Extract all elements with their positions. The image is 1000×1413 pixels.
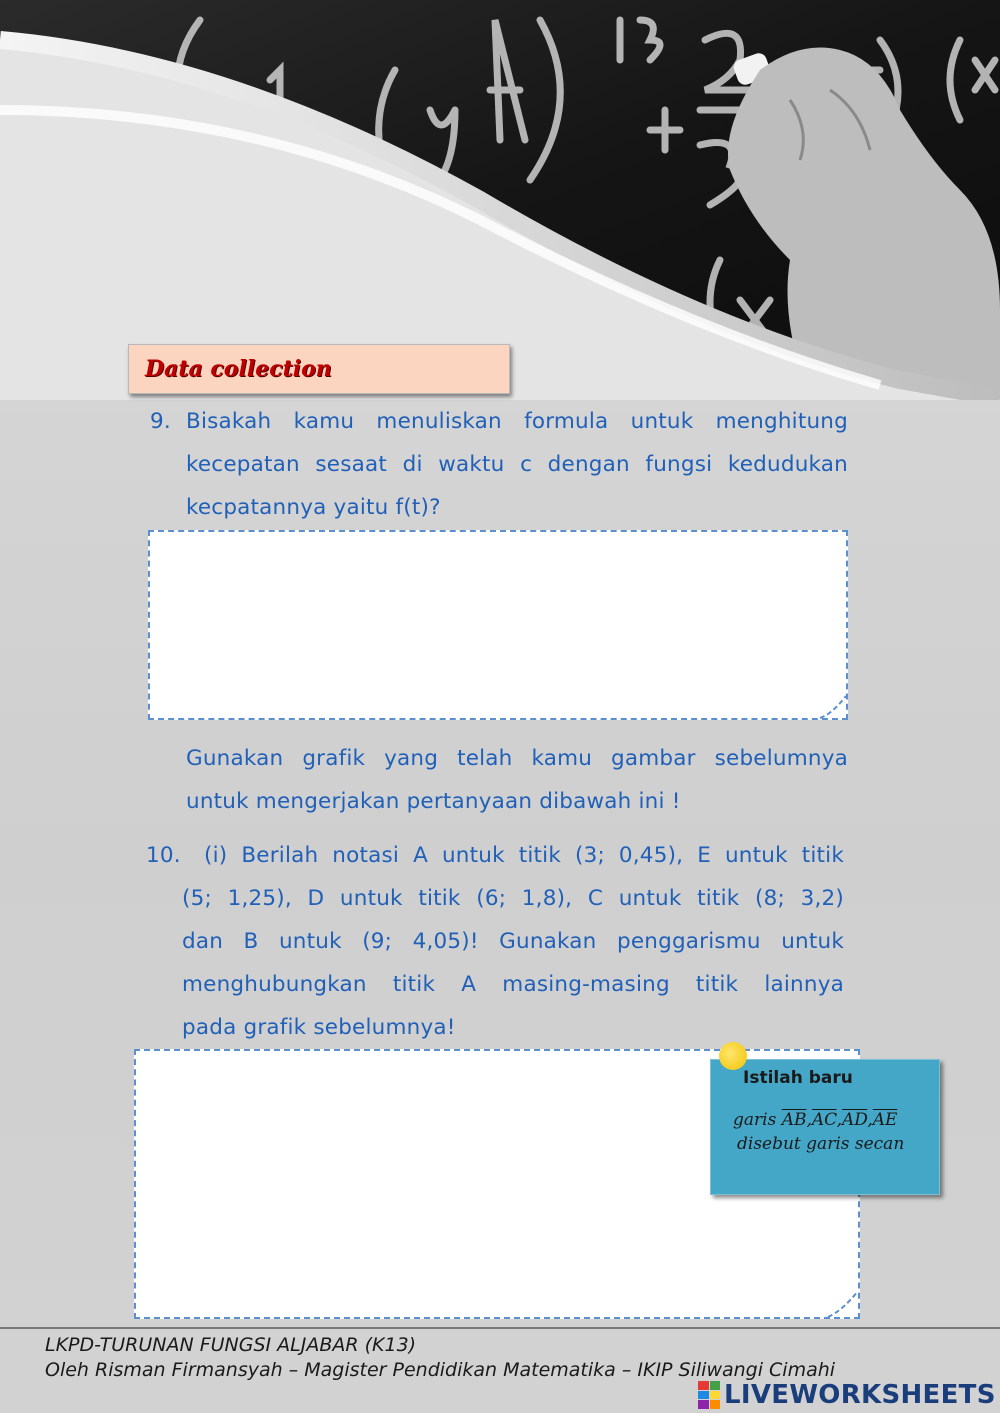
sticky-note-new-term: [710, 1059, 940, 1195]
footer-divider: [0, 1327, 1000, 1329]
question-10-line: menghubungkan titik A masing-masing titik lainnya: [182, 972, 844, 997]
liveworksheets-brand[interactable]: [698, 1380, 996, 1410]
note-prefix: garis: [733, 1110, 782, 1130]
answer-box-question-9[interactable]: [148, 530, 848, 720]
question-9-line: Bisakah kamu menuliskan formula untuk menghitung: [186, 409, 848, 434]
footer-line-1: LKPD-TURUNAN FUNGSI ALJABAR (K13): [45, 1334, 417, 1356]
instruction-text: [186, 737, 848, 823]
section-label-data-collection: [128, 344, 510, 394]
note-title: Istilah baru: [743, 1068, 853, 1088]
question-9-number: 9.: [150, 409, 171, 434]
pushpin-icon: [719, 1042, 747, 1070]
note-formula: garis $\overline{AB},\overline{AC},\overline{AD},\overline{AE}$: [733, 1110, 898, 1130]
liveworksheets-logo-icon: [698, 1381, 720, 1409]
section-label-text: Data collection: [145, 356, 332, 382]
header-chalkboard-image: [0, 0, 1000, 400]
question-10-line: (i) Berilah notasi A untuk titik (3; 0,45), E untuk titik: [204, 843, 844, 868]
question-10-line: dan B untuk (9; 4,05)! Gunakan penggarismu untuk: [182, 929, 844, 954]
question-10-line: (5; 1,25), D untuk titik (6; 1,8), C untuk titik (8; 3,2): [182, 886, 844, 911]
question-10-line: pada grafik sebelumnya!: [182, 1015, 456, 1040]
page-curl-icon: [818, 694, 848, 720]
segment-ad: $\overline{AD}$: [842, 1110, 868, 1130]
segment-ae: $\overline{AE}$: [872, 1110, 898, 1130]
question-10-number: 10.: [146, 843, 181, 868]
footer-line-2: Oleh Risman Firmansyah – Magister Pendidikan Matematika – IKIP Siliwangi Cimahi: [45, 1359, 836, 1381]
page-curl-icon: [826, 1289, 860, 1319]
note-suffix: disebut garis secan: [737, 1134, 905, 1154]
question-9-text: [186, 400, 848, 529]
question-9-line: kecpatannya yaitu f(t)?: [186, 495, 441, 520]
question-10-text: [182, 834, 844, 1049]
segment-ab: $\overline{AB}$: [781, 1110, 807, 1130]
instruction-line: untuk mengerjakan pertanyaan dibawah ini !: [186, 789, 681, 814]
instruction-line: Gunakan grafik yang telah kamu gambar sebelumnya: [186, 746, 848, 771]
question-9-line: kecepatan sesaat di waktu c dengan fungsi kedudukan: [186, 452, 848, 477]
segment-ac: $\overline{AC}$: [811, 1110, 837, 1130]
brand-name: LIVEWORKSHEETS: [724, 1380, 996, 1410]
